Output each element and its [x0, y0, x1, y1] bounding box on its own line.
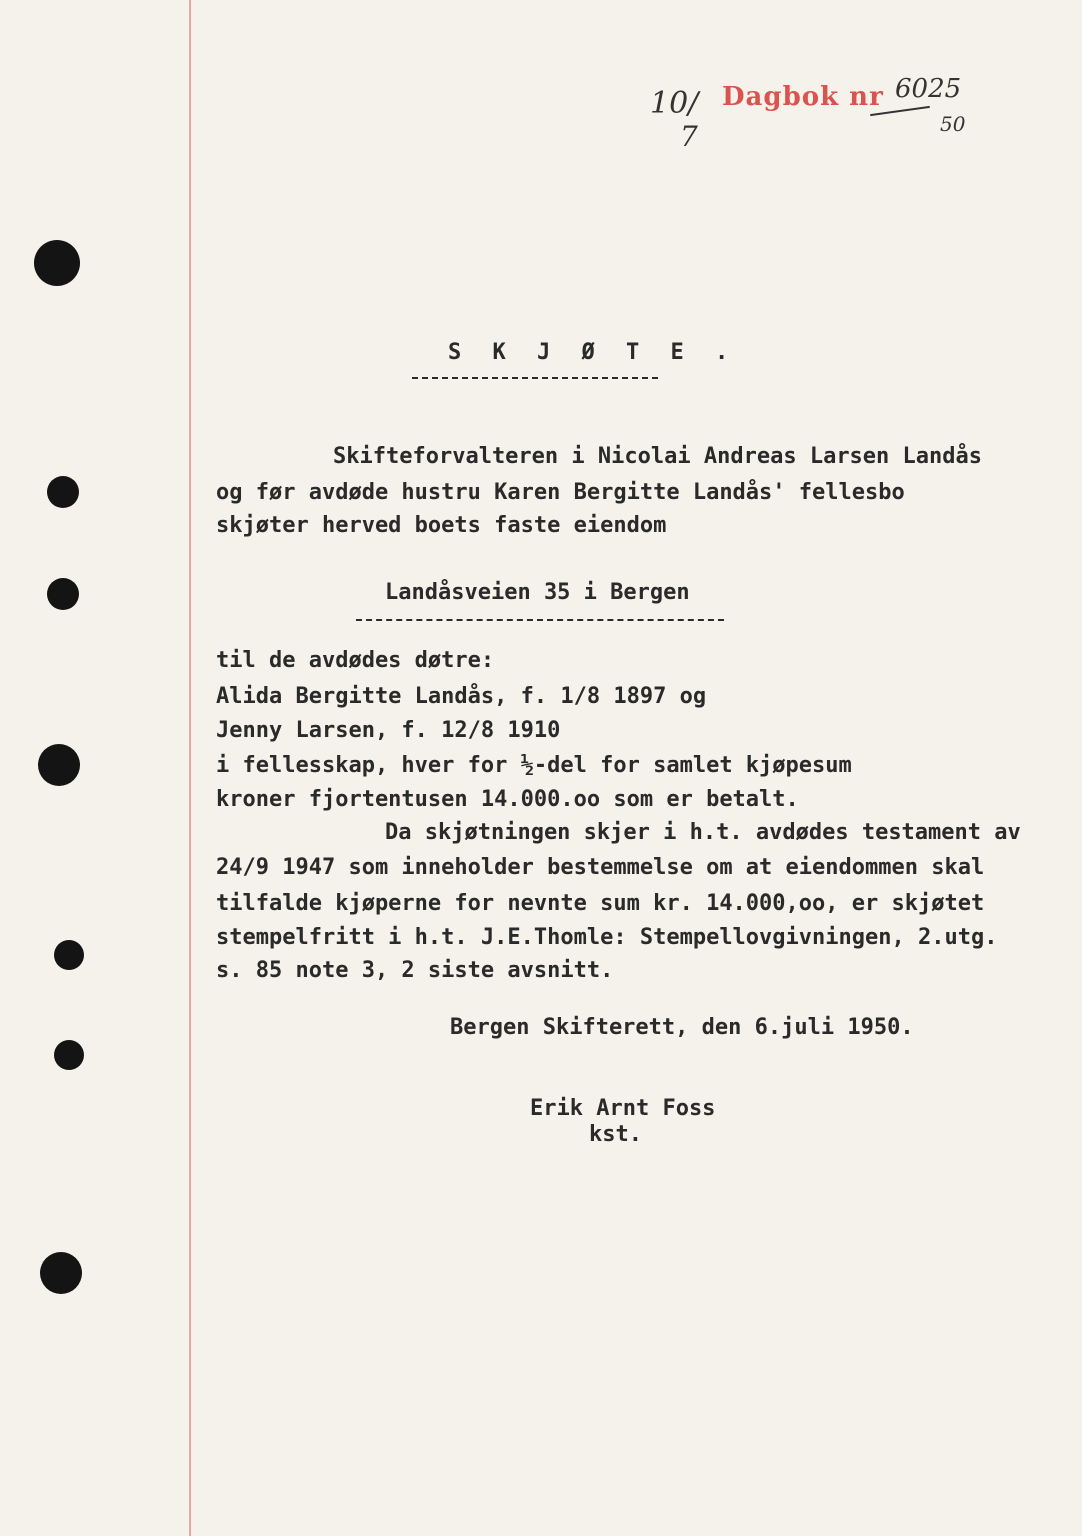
punch-hole	[54, 1040, 84, 1070]
recipients-line-3: Jenny Larsen, f. 12/8 1910	[216, 718, 561, 743]
punch-hole	[40, 1252, 82, 1294]
recipients-line-2: Alida Bergitte Landås, f. 1/8 1897 og	[216, 684, 707, 709]
testament-line-5: s. 85 note 3, 2 siste avsnitt.	[216, 958, 614, 983]
recipients-line-4: i fellesskap, hver for ½-del for samlet kjøpesum	[216, 753, 852, 778]
margin-line	[189, 0, 191, 1536]
testament-line-3: tilfalde kjøperne for nevnte sum kr. 14.000,oo, er skjøtet	[216, 891, 985, 916]
testament-line-4: stempelfritt i h.t. J.E.Thomle: Stempellovgivningen, 2.utg.	[216, 925, 998, 950]
place-and-date: Bergen Skifterett, den 6.juli 1950.	[450, 1015, 914, 1040]
punch-hole	[34, 240, 80, 286]
signature-name: Erik Arnt Foss	[530, 1096, 716, 1121]
intro-line-2: og før avdøde hustru Karen Bergitte Landås' fellesbo	[216, 480, 905, 505]
recipients-line-1: til de avdødes døtre:	[216, 648, 495, 673]
punch-hole	[47, 578, 79, 610]
recipients-line-5: kroner fjortentusen 14.000.oo som er betalt.	[216, 787, 799, 812]
property-underline	[356, 619, 724, 621]
punch-hole	[47, 476, 79, 508]
handwritten-date-day: 10/	[650, 86, 699, 121]
handwritten-date-month: 7	[680, 120, 698, 153]
testament-line-1: Da skjøtningen skjer i h.t. avdødes testament av	[385, 820, 1021, 845]
punch-hole	[54, 940, 84, 970]
intro-line-3: skjøter herved boets faste eiendom	[216, 513, 667, 538]
property-address: Landåsveien 35 i Bergen	[385, 580, 690, 605]
document-title: S K J Ø T E .	[448, 340, 738, 365]
dagbok-stamp: Dagbok nr	[722, 82, 884, 112]
intro-line-1: Skifteforvalteren i Nicolai Andreas Larsen Landås	[333, 444, 983, 469]
punch-hole	[38, 744, 80, 786]
title-underline	[412, 377, 658, 379]
signature-title: kst.	[589, 1122, 642, 1147]
handwritten-year: 50	[940, 112, 966, 136]
handwritten-number: 6025	[895, 74, 962, 104]
testament-line-2: 24/9 1947 som inneholder bestemmelse om at eiendommen skal	[216, 855, 985, 880]
